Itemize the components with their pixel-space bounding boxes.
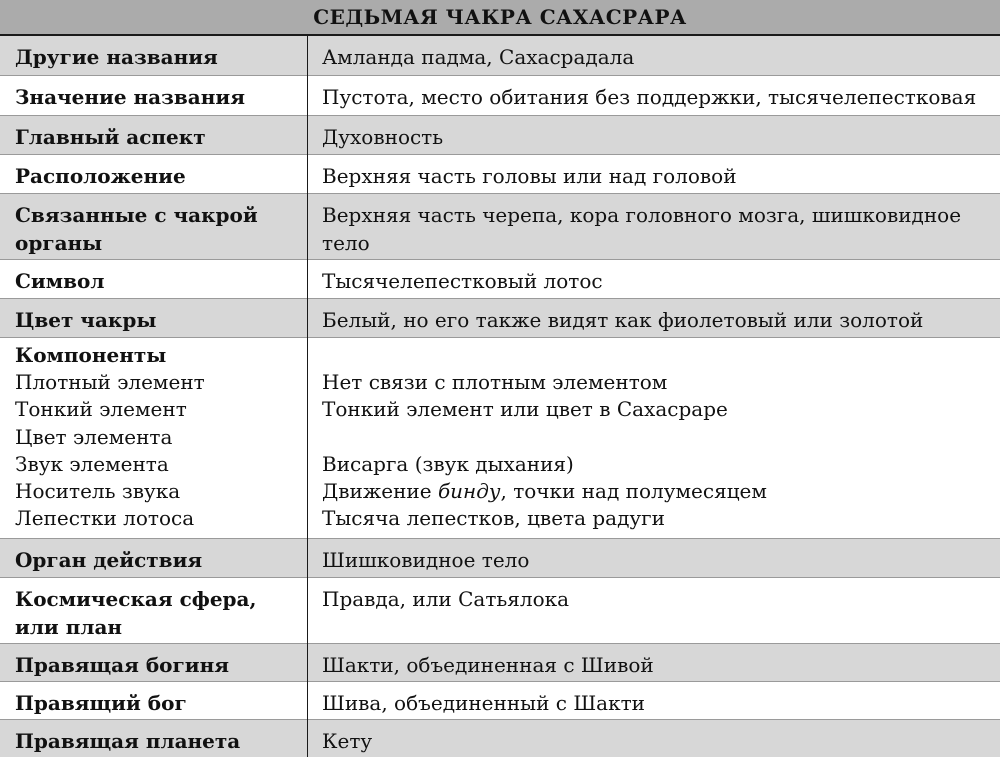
column-divider bbox=[307, 36, 308, 757]
components-label: Компоненты bbox=[15, 343, 167, 367]
table-row bbox=[0, 299, 1000, 338]
component-name: Тонкий элемент bbox=[15, 397, 187, 422]
row-label: Правящий бог bbox=[15, 691, 187, 715]
row-value: Шишковидное тело bbox=[322, 548, 530, 572]
component-value: Тонкий элемент или цвет в Сахасраре bbox=[322, 397, 728, 422]
components-labels bbox=[15, 342, 300, 532]
row-label: Связанные с чакрой органы bbox=[15, 203, 258, 255]
row-label: Цвет чакры bbox=[15, 308, 157, 332]
component-name: Звук элемента bbox=[15, 451, 169, 476]
component-value bbox=[322, 424, 994, 451]
table-row bbox=[0, 720, 1000, 757]
component-name: Носитель звука bbox=[15, 478, 181, 503]
components-row bbox=[0, 338, 1000, 539]
row-label: Космическая сфера, или план bbox=[15, 587, 257, 639]
components-values bbox=[322, 342, 994, 532]
row-label: Значение названия bbox=[15, 85, 246, 109]
row-label: Символ bbox=[15, 269, 105, 293]
row-label: Орган действия bbox=[15, 548, 203, 572]
component-value: Висарга (звук дыхания) bbox=[322, 451, 574, 476]
table-row bbox=[0, 539, 1000, 578]
row-value: Пустота, место обитания без поддержки, тысячелепестковая bbox=[322, 85, 977, 109]
row-value: Шакти, объединенная с Шивой bbox=[322, 653, 654, 677]
component-value: Движение бинду, точки над полумесяцем bbox=[322, 478, 767, 503]
component-value: Тысяча лепестков, цвета радуги bbox=[322, 506, 665, 531]
row-value: Кету bbox=[322, 729, 373, 753]
table-row bbox=[0, 116, 1000, 155]
row-value: Белый, но его также видят как фиолетовый или золотой bbox=[322, 308, 924, 332]
component-name: Лепестки лотоса bbox=[15, 506, 195, 531]
table-row bbox=[0, 260, 1000, 299]
table-row bbox=[0, 682, 1000, 720]
row-value: Шива, объединенный с Шакти bbox=[322, 691, 645, 715]
component-name: Цвет элемента bbox=[15, 424, 173, 449]
row-value: Правда, или Сатьялока bbox=[322, 587, 570, 611]
row-label: Расположение bbox=[15, 164, 186, 188]
table-row bbox=[0, 36, 1000, 76]
table-title: СЕДЬМАЯ ЧАКРА САХАСРАРА bbox=[0, 0, 1000, 36]
table-row bbox=[0, 644, 1000, 682]
row-value: Верхняя часть черепа, кора головного мозга, шишковидное тело bbox=[322, 203, 962, 255]
row-label: Другие названия bbox=[15, 45, 218, 69]
table-row bbox=[0, 155, 1000, 194]
row-value: Верхняя часть головы или над головой bbox=[322, 164, 737, 188]
row-label: Правящая богиня bbox=[15, 653, 230, 677]
row-label: Главный аспект bbox=[15, 125, 206, 149]
row-label: Правящая планета bbox=[15, 729, 241, 753]
row-value: Тысячелепестковый лотос bbox=[322, 269, 603, 293]
row-value: Духовность bbox=[322, 125, 444, 149]
component-value: Нет связи с плотным элементом bbox=[322, 370, 668, 395]
table-row bbox=[0, 194, 1000, 260]
table-row bbox=[0, 578, 1000, 644]
component-name: Плотный элемент bbox=[15, 370, 205, 395]
table-row bbox=[0, 76, 1000, 116]
row-value: Амланда падма, Сахасрадала bbox=[322, 45, 635, 69]
